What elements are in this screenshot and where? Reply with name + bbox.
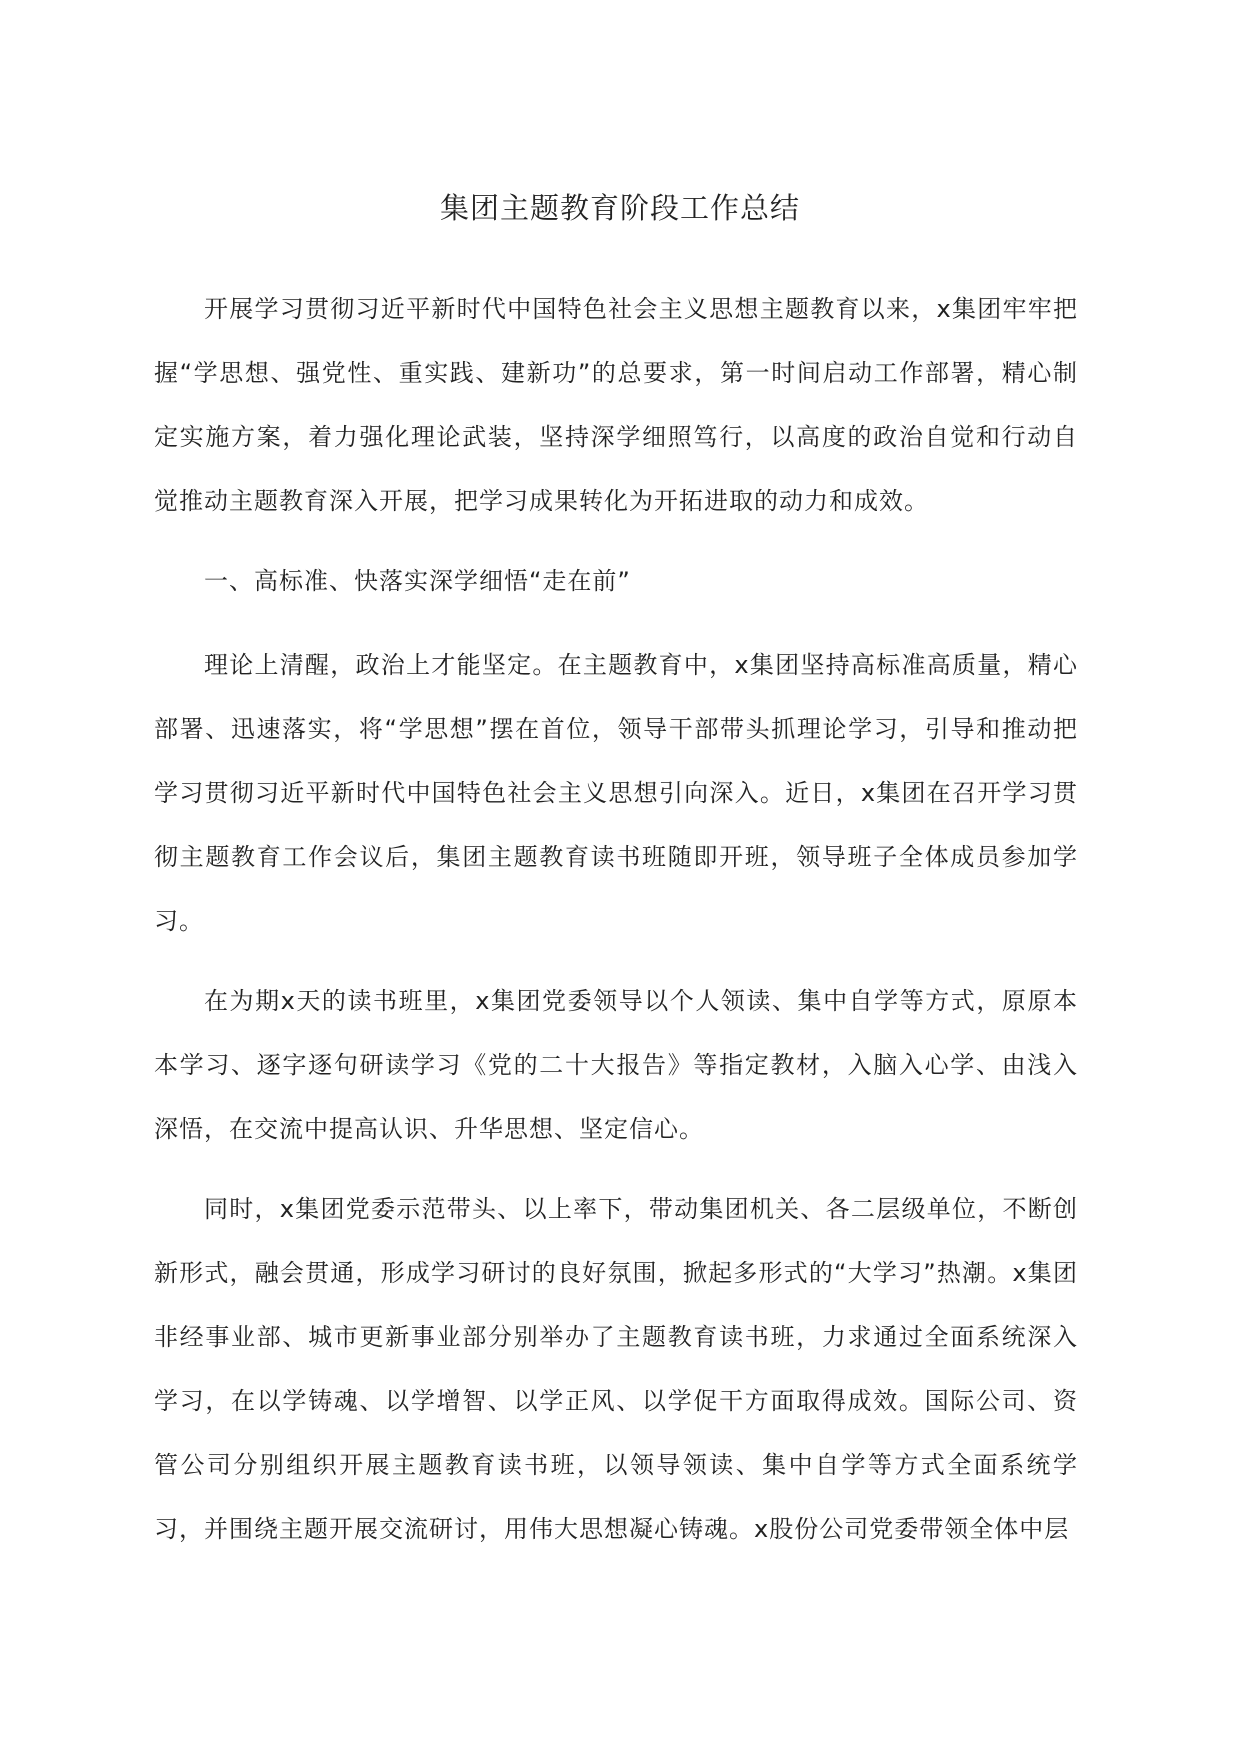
body-paragraph: 在为期x天的读书班里，x集团党委领导以个人领读、集中自学等方式，原原本本学习、逐字逐句研读学习《党的二十大报告》等指定教材，入脑入心学、由浅入深悟，在交流中提高认识、升华思想、坚定信心。 <box>154 987 1078 1143</box>
intro-paragraph: 开展学习贯彻习近平新时代中国特色社会主义思想主题教育以来，x集团牢牢把握“学思想、强党性、重实践、建新功”的总要求，第一时间启动工作部署，精心制定实施方案，着力强化理论武装，坚持深学细照笃行，以高度的政治自觉和行动自觉推动主题教育深入开展，把学习成果转化为开拓进取的动力和成效。 <box>154 295 1078 515</box>
body-paragraph: 理论上清醒，政治上才能坚定。在主题教育中，x集团坚持高标准高质量，精心部署、迅速落实，将“学思想”摆在首位，领导干部带头抓理论学习，引导和推动把学习贯彻习近平新时代中国特色社会主义思想引向深入。近日，x集团在召开学习贯彻主题教育工作会议后，集团主题教育读书班随即开班，领导班子全体成员参加学习。 <box>154 651 1078 935</box>
document-body <box>154 277 1078 1577</box>
document-title: 集团主题教育阶段工作总结 <box>439 191 800 225</box>
body-paragraph: 同时，x集团党委示范带头、以上率下，带动集团机关、各二层级单位，不断创新形式，融会贯通，形成学习研讨的良好氛围，掀起多形式的“大学习”热潮。x集团非经事业部、城市更新事业部分别举办了主题教育读书班，力求通过全面系统深入学习，在以学铸魂、以学增智、以学正风、以学促干方面取得成效。国际公司、资管公司分别组织开展主题教育读书班，以领导领读、集中自学等方式全面系统学习，并围绕主题开展交流研讨，用伟大思想凝心铸魂。x股份公司党委带领全体中层 <box>154 1195 1078 1543</box>
section-heading: 一、高标准、快落实深学细悟“走在前” <box>204 567 631 595</box>
